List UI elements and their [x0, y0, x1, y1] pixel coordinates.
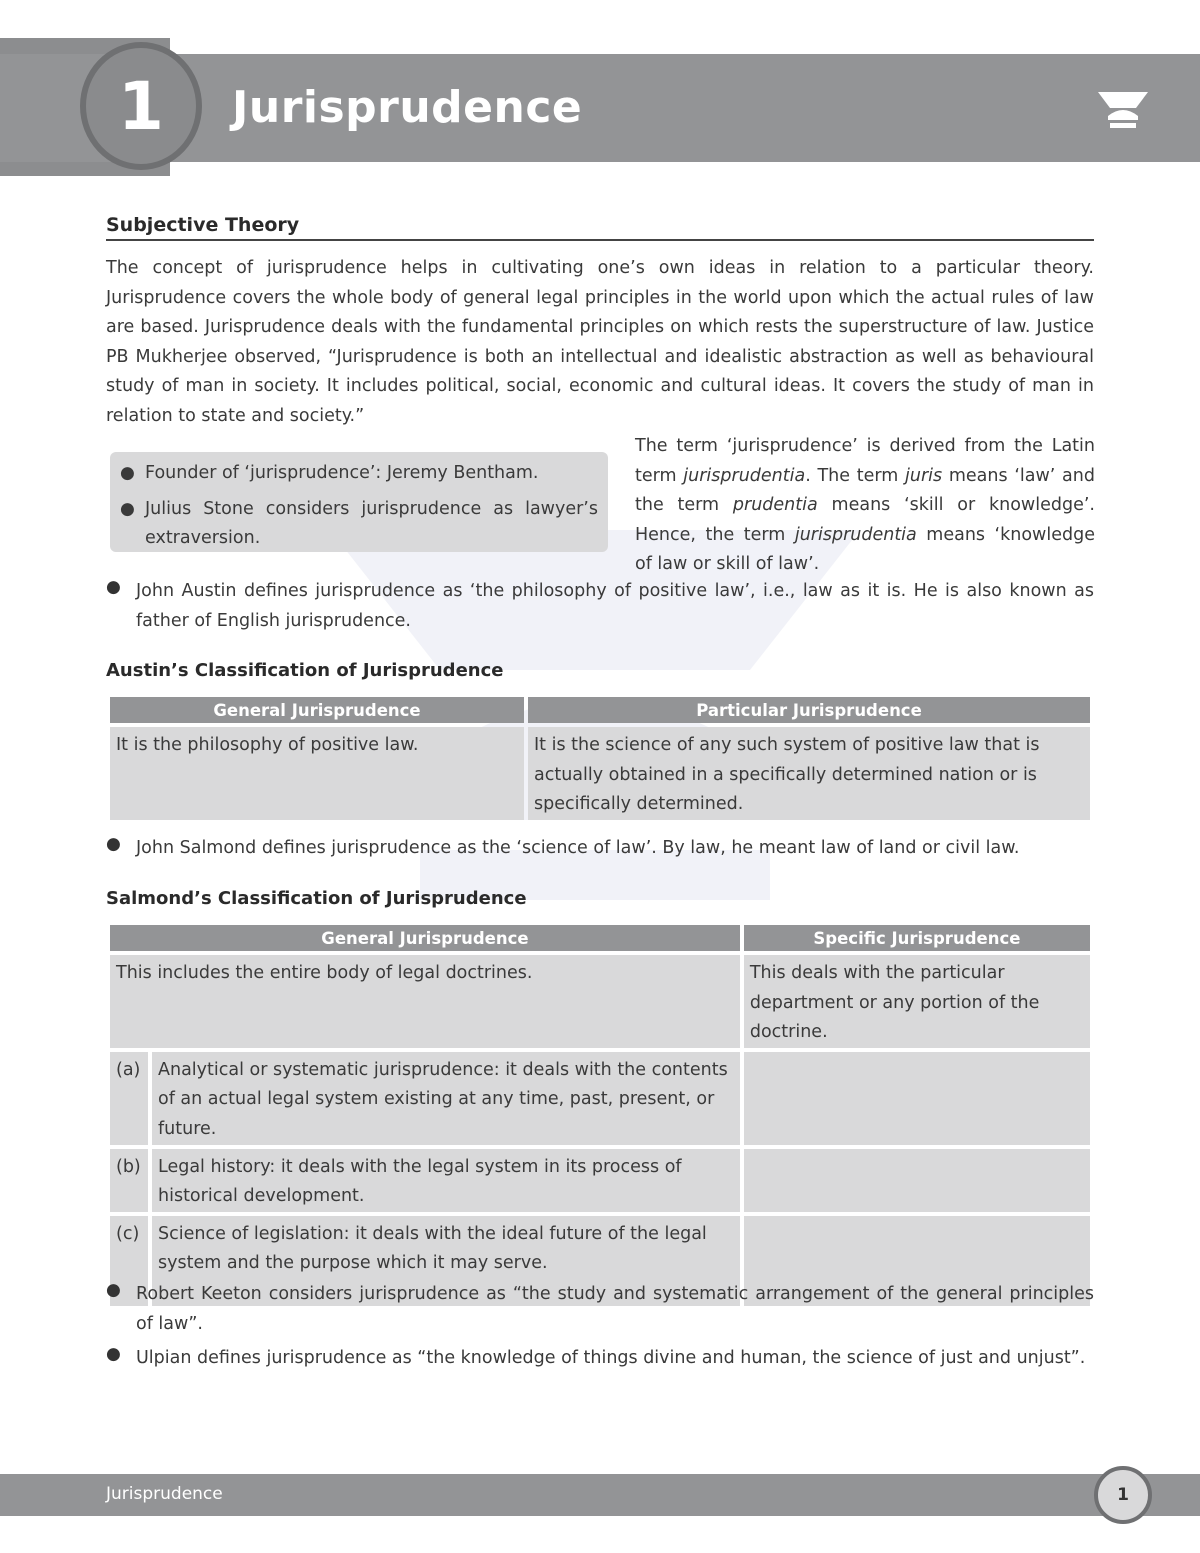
item-label: (a) — [110, 1052, 148, 1145]
table-cell: It is the science of any such system of positive law that is actually obtained in a specifically determined nation or is specifically determined. — [528, 727, 1090, 820]
item-text: Legal history: it deals with the legal system in its process of historical development. — [152, 1149, 740, 1212]
table-header: General Jurisprudence — [110, 925, 740, 951]
salmond-bullet — [106, 834, 1094, 864]
term-italic: juris — [905, 465, 943, 486]
intro-paragraph: The concept of jurisprudence helps in cultivating one’s own ideas in relation to a particular theory. Jurisprudence covers the whole body of general legal principles in the world upon which the actual rules of law are based. Jurisprudence deals with the fundamental principles on which rests the superstructure of law. Justice PB Mukherjee observed, “Jurisprudence is both an intellectual and idealistic abstraction as well as behavioural study of man in society. It includes political, social, economic and cultural ideas. It covers the study of man in relation to state and society.” — [106, 258, 1094, 426]
section-header — [106, 214, 1094, 241]
bullet-icon: ● — [120, 498, 135, 519]
item-label: (b) — [110, 1149, 148, 1212]
term-text: means ‘law’ and the term — [635, 465, 1095, 516]
table-header: General Jurisprudence — [110, 697, 524, 723]
footer-label: Jurisprudence — [106, 1484, 223, 1504]
item-text: Analytical or systematic jurisprudence: it deals with the contents of an actual legal system existing at any time, past, present, or future. — [152, 1052, 740, 1145]
bullet-text: Ulpian defines jurisprudence as “the knowledge of things divine and human, the science of just and unjust”. — [136, 1348, 1086, 1368]
chapter-title: Jurisprudence — [232, 82, 583, 133]
box-item-text: Julius Stone considers jurisprudence as lawyer’s extraversion. — [145, 498, 598, 549]
box-item — [110, 495, 608, 554]
table-cell: This includes the entire body of legal doctrines. — [110, 955, 740, 1048]
keeton-bullet — [106, 1280, 1094, 1339]
bullet-text: John Salmond defines jurisprudence as the ‘science of law’. By law, he meant law of land or civil law. — [136, 838, 1020, 858]
item-text: Science of legislation: it deals with the ideal future of the legal system and the purpose which it may serve. — [152, 1216, 740, 1306]
term-text: means ‘knowledge of law or skill of law’. — [635, 524, 1095, 575]
austin-table — [106, 693, 1094, 824]
salmond-table — [106, 921, 1094, 1310]
publisher-logo-icon — [1098, 90, 1148, 130]
austin-bullet — [106, 577, 1094, 636]
box-item-text: Founder of ‘jurisprudence’: Jeremy Bentham. — [145, 463, 539, 483]
term-italic: jurisprudentia — [683, 465, 806, 486]
term-text: . The term — [805, 465, 906, 486]
term-text: The term ‘jurisprudence’ is derived from the Latin term — [635, 436, 1095, 486]
bullet-icon: ● — [106, 577, 121, 597]
empty-cell — [744, 1149, 1090, 1212]
bullet-icon: ● — [106, 1280, 121, 1300]
table-cell: It is the philosophy of positive law. — [110, 727, 524, 820]
term-paragraph — [635, 432, 1095, 580]
section-title: Subjective Theory — [106, 214, 300, 236]
table-header: Specific Jurisprudence — [744, 925, 1090, 951]
bullet-icon: ● — [106, 834, 121, 854]
page-number: 1 — [1094, 1466, 1152, 1524]
section-rule — [106, 239, 1094, 241]
table-header: Particular Jurisprudence — [528, 697, 1090, 723]
item-label: (c) — [110, 1216, 148, 1306]
chapter-number: 1 — [118, 67, 164, 145]
term-italic: prudentia — [732, 495, 818, 516]
empty-cell — [744, 1052, 1090, 1145]
box-item — [110, 459, 608, 489]
bullet-text: John Austin defines jurisprudence as ‘the philosophy of positive law’, i.e., law as it is. He is also known as father of English jurisprudence. — [136, 581, 1094, 631]
highlight-box — [110, 452, 608, 552]
ulpian-bullet — [106, 1344, 1094, 1374]
austin-table-title: Austin’s Classification of Jurisprudence — [106, 660, 504, 681]
term-italic: jurisprudentia — [794, 524, 917, 545]
bullet-icon: ● — [106, 1344, 121, 1364]
table-cell: This deals with the particular department or any portion of the doctrine. — [744, 955, 1090, 1048]
salmond-table-title: Salmond’s Classification of Jurisprudence — [106, 888, 527, 909]
term-text: means ‘skill or knowledge’. Hence, the term — [635, 495, 1095, 545]
bullet-icon: ● — [120, 463, 135, 483]
bullet-text: Robert Keeton considers jurisprudence as “the study and systematic arrangement of the general principles of law”. — [136, 1284, 1094, 1334]
